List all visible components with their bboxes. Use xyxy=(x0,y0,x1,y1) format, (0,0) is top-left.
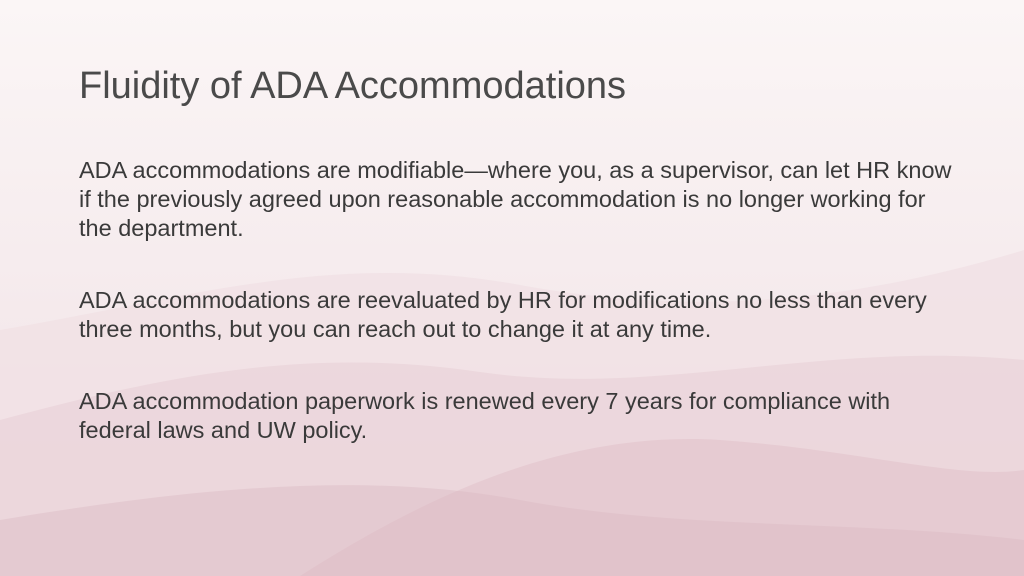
paragraph-reevaluation: ADA accommodations are reevaluated by HR for modifications no less than every three months, but you can reach out to change it at any time. xyxy=(79,287,927,342)
slide-body xyxy=(79,156,959,488)
slide-title: Fluidity of ADA Accommodations xyxy=(79,65,627,107)
paragraph-modifiable: ADA accommodations are modifiable—where you, as a supervisor, can let HR know if the previously agreed upon reasonable accommodation is no longer working for the department. xyxy=(79,157,952,241)
paragraph-renewal: ADA accommodation paperwork is renewed every 7 years for compliance with federal laws and UW policy. xyxy=(79,388,891,443)
